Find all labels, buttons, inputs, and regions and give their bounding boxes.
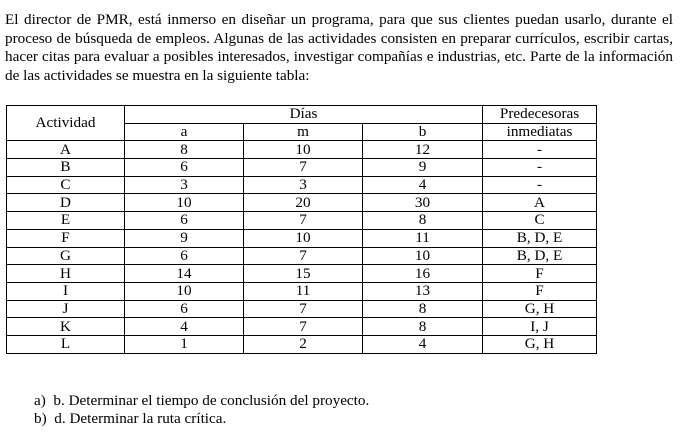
cell-activity: I xyxy=(7,282,125,300)
table-row xyxy=(7,265,597,283)
cell-m: 7 xyxy=(244,300,363,318)
cell-b: 4 xyxy=(363,335,483,353)
question-item xyxy=(34,410,369,428)
cell-predecessors: B, D, E xyxy=(483,229,597,247)
cell-predecessors: I, J xyxy=(483,318,597,336)
cell-m: 7 xyxy=(244,212,363,230)
cell-m: 2 xyxy=(244,335,363,353)
cell-m: 10 xyxy=(244,229,363,247)
cell-activity: E xyxy=(7,212,125,230)
cell-m: 7 xyxy=(244,247,363,265)
cell-predecessors: B, D, E xyxy=(483,247,597,265)
cell-activity: D xyxy=(7,194,125,212)
cell-a: 10 xyxy=(125,194,244,212)
cell-a: 3 xyxy=(125,176,244,194)
cell-activity: G xyxy=(7,247,125,265)
table-row xyxy=(7,141,597,159)
header-predecessors-1: Predecesoras xyxy=(483,106,597,124)
subheader-b: b xyxy=(363,123,483,141)
table-row xyxy=(7,229,597,247)
cell-a: 8 xyxy=(125,141,244,159)
question-marker: a) xyxy=(34,392,46,409)
table-row xyxy=(7,247,597,265)
cell-m: 20 xyxy=(244,194,363,212)
cell-b: 8 xyxy=(363,318,483,336)
cell-activity: J xyxy=(7,300,125,318)
subheader-a: a xyxy=(125,123,244,141)
cell-predecessors: C xyxy=(483,212,597,230)
cell-b: 12 xyxy=(363,141,483,159)
cell-b: 8 xyxy=(363,212,483,230)
table-row xyxy=(7,300,597,318)
table-row xyxy=(7,159,597,177)
cell-predecessors: F xyxy=(483,265,597,283)
cell-a: 6 xyxy=(125,300,244,318)
cell-predecessors: - xyxy=(483,141,597,159)
cell-activity: L xyxy=(7,335,125,353)
cell-activity: H xyxy=(7,265,125,283)
cell-a: 6 xyxy=(125,159,244,177)
header-activity: Actividad xyxy=(7,106,125,141)
cell-predecessors: G, H xyxy=(483,335,597,353)
cell-m: 15 xyxy=(244,265,363,283)
question-marker: b) xyxy=(34,410,47,428)
cell-b: 4 xyxy=(363,176,483,194)
cell-b: 13 xyxy=(363,282,483,300)
cell-b: 30 xyxy=(363,194,483,212)
cell-b: 10 xyxy=(363,247,483,265)
table-header-row xyxy=(7,106,597,124)
cell-m: 11 xyxy=(244,282,363,300)
cell-activity: A xyxy=(7,141,125,159)
intro-paragraph: El director de PMR, está inmerso en diseñar un programa, para que sus clientes puedan usarlo, durante el proceso de búsqueda de empleos. Algunas de las actividades consisten en preparar currículos, escribir cartas, hacer citas para evaluar a posibles interesados, investigar compañías e industrias, etc. Parte de la información de las actividades se muestra en la siguiente tabla: xyxy=(5,11,673,84)
cropped-previous-line xyxy=(4,0,674,3)
table-row xyxy=(7,176,597,194)
questions-list xyxy=(34,392,369,429)
cell-b: 9 xyxy=(363,159,483,177)
table-row xyxy=(7,194,597,212)
cell-activity: K xyxy=(7,318,125,336)
question-item xyxy=(34,392,369,410)
cell-a: 14 xyxy=(125,265,244,283)
table-row xyxy=(7,318,597,336)
header-days: Días xyxy=(125,106,483,124)
cell-a: 10 xyxy=(125,282,244,300)
cell-activity: B xyxy=(7,159,125,177)
cell-b: 11 xyxy=(363,229,483,247)
question-text: d. Determinar la ruta crítica. xyxy=(54,410,227,428)
cell-m: 7 xyxy=(244,159,363,177)
subheader-m: m xyxy=(244,123,363,141)
table-row xyxy=(7,335,597,353)
cell-a: 6 xyxy=(125,212,244,230)
cell-m: 7 xyxy=(244,318,363,336)
cell-b: 16 xyxy=(363,265,483,283)
cell-activity: C xyxy=(7,176,125,194)
cell-predecessors: G, H xyxy=(483,300,597,318)
cell-predecessors: - xyxy=(483,159,597,177)
cell-a: 1 xyxy=(125,335,244,353)
cell-m: 3 xyxy=(244,176,363,194)
cell-activity: F xyxy=(7,229,125,247)
activities-table xyxy=(6,105,597,354)
cell-b: 8 xyxy=(363,300,483,318)
cell-m: 10 xyxy=(244,141,363,159)
cell-a: 4 xyxy=(125,318,244,336)
table-row xyxy=(7,282,597,300)
cell-predecessors: A xyxy=(483,194,597,212)
cell-predecessors: F xyxy=(483,282,597,300)
cell-a: 9 xyxy=(125,229,244,247)
cell-a: 6 xyxy=(125,247,244,265)
table-row xyxy=(7,212,597,230)
header-predecessors-2: inmediatas xyxy=(483,123,597,141)
question-text: b. Determinar el tiempo de conclusión del proyecto. xyxy=(53,392,370,409)
cell-predecessors: - xyxy=(483,176,597,194)
